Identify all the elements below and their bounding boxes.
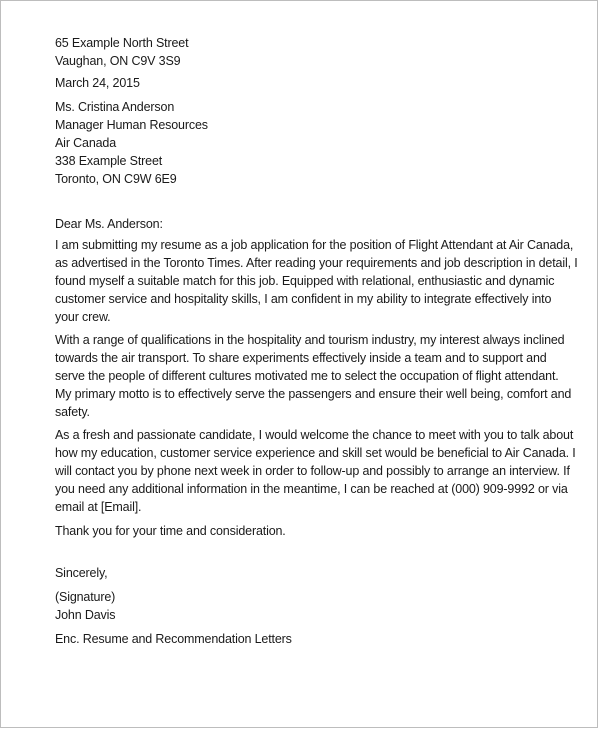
recipient-title: Manager Human Resources	[55, 118, 208, 132]
signature-block	[55, 588, 561, 624]
paragraph-line: safety.	[55, 405, 90, 419]
paragraph-line: My primary motto is to effectively serve the passengers and ensure their well being, comfort and	[55, 387, 572, 401]
paragraph-line: towards the air transport. To share experiments effectively inside a team and to support and	[55, 351, 547, 365]
letter-date: March 24, 2015	[55, 76, 140, 90]
paragraph-line: as advertised in the Toronto Times. After reading your requirements and job description in detail, I	[55, 256, 578, 270]
paragraph-2	[55, 331, 572, 421]
paragraph-1	[55, 236, 578, 326]
paragraph-line: email at [Email].	[55, 500, 142, 514]
recipient-name: Ms. Cristina Anderson	[55, 100, 175, 114]
salutation: Dear Ms. Anderson:	[55, 217, 163, 231]
recipient-address	[55, 98, 561, 188]
paragraph-line: As a fresh and passionate candidate, I would welcome the chance to meet with you to talk about	[55, 428, 574, 442]
closing-sincerely: Sincerely,	[55, 566, 108, 580]
recipient-city: Toronto, ON C9W 6E9	[55, 172, 177, 186]
paragraph-line: customer service and hospitality skills, I am confident in my ability to integrate effectively into	[55, 292, 552, 306]
paragraph-line: With a range of qualifications in the hospitality and tourism industry, my interest always inclined	[55, 333, 565, 347]
paragraph-line: you need any additional information in the meantime, I can be reached at (000) 909-9992 or via	[55, 482, 568, 496]
signer-name: John Davis	[55, 608, 116, 622]
paragraph-line: will contact you by phone next week in order to follow-up and possibly to arrange an interview. If	[55, 464, 570, 478]
recipient-street: 338 Example Street	[55, 154, 163, 168]
paragraph-3	[55, 426, 576, 516]
paragraph-line: found myself a suitable match for this job. Equipped with relational, enthusiastic and dynamic	[55, 274, 555, 288]
sender-city: Vaughan, ON C9V 3S9	[55, 54, 181, 68]
letter-body	[55, 34, 578, 648]
paragraph-line: I am submitting my resume as a job application for the position of Flight Attendant at Air Canada,	[55, 238, 574, 252]
recipient-company: Air Canada	[55, 136, 117, 150]
paragraph-line: serve the people of different cultures motivated me to select the occupation of flight attendant.	[55, 369, 559, 383]
signature-placeholder: (Signature)	[55, 590, 116, 604]
enclosure-line: Enc. Resume and Recommendation Letters	[55, 632, 292, 646]
sender-street: 65 Example North Street	[55, 36, 189, 50]
paragraph-line: how my education, customer service experience and skill set would be beneficial to Air Canada. I	[55, 446, 576, 460]
thanks-line: Thank you for your time and consideration.	[55, 524, 286, 538]
paragraph-line: your crew.	[55, 310, 111, 324]
sender-address	[55, 34, 561, 70]
